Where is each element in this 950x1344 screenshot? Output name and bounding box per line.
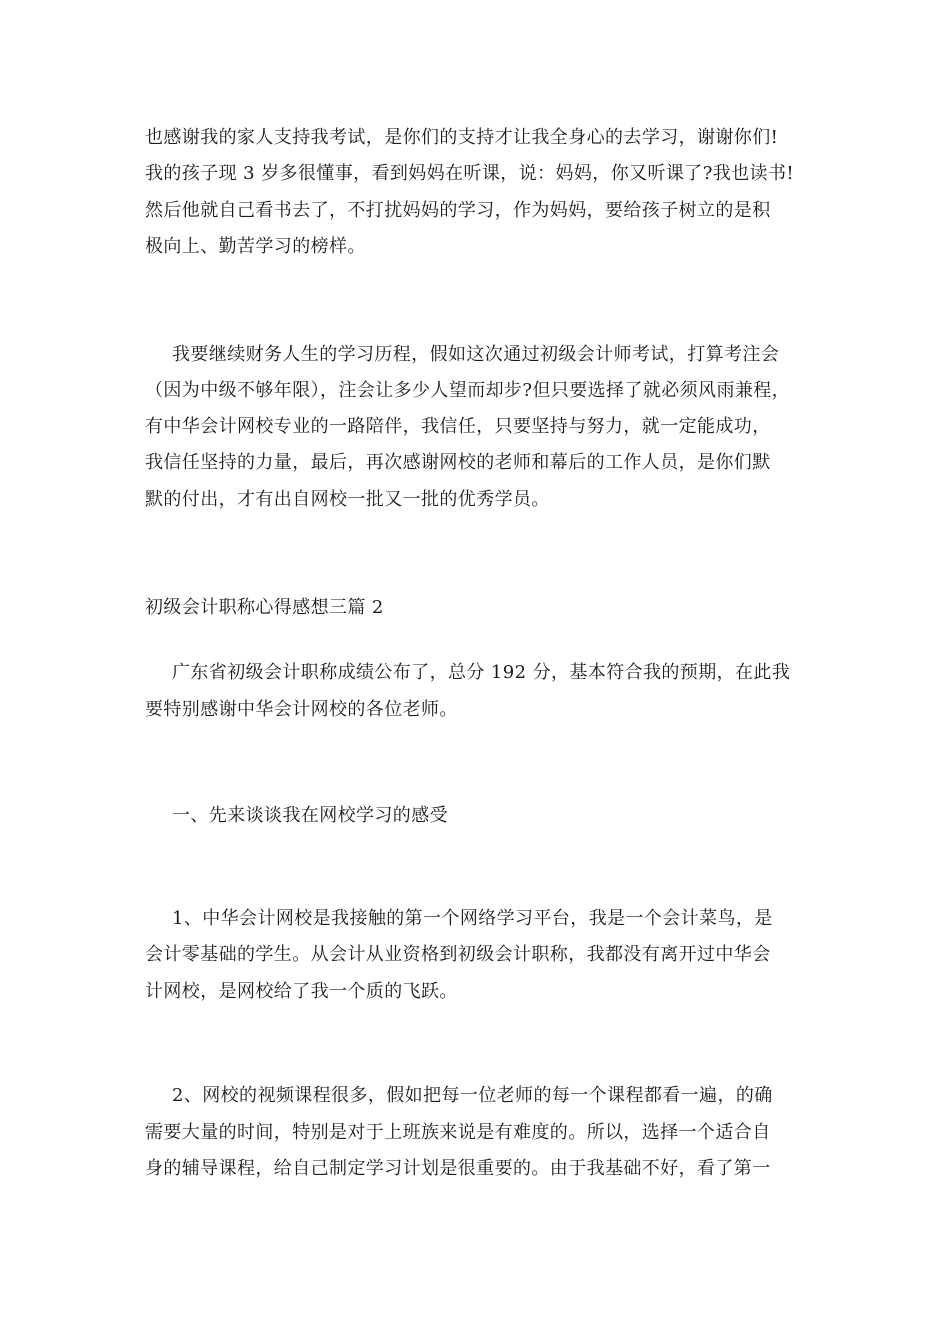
subsection-heading: 一、先来谈谈我在网校学习的感受 [172,805,448,826]
paragraph-line: 也感谢我的家人支持我考试，是你们的支持才让我全身心的去学习，谢谢你们! [145,127,779,148]
paragraph-line: 身的辅导课程，给自己制定学习计划是很重要的。由于我基础不好，看了第一 [145,1158,771,1179]
paragraph-line: 会计零基础的学生。从会计从业资格到初级会计职称，我都没有离开过中华会 [145,944,771,965]
paragraph-line: 需要大量的时间，特别是对于上班族来说是有难度的。所以，选择一个适合自 [145,1122,771,1143]
section-heading: 初级会计职称心得感想三篇 2 [145,597,384,618]
paragraph-line: 我要继续财务人生的学习历程，假如这次通过初级会计师考试，打算考注会 [172,344,780,365]
paragraph-line: 1、中华会计网校是我接触的第一个网络学习平台，我是一个会计菜鸟，是 [172,908,773,929]
paragraph-line: （因为中级不够年限），注会让多少人望而却步?但只要选择了就必须风雨兼程， [145,380,791,401]
paragraph-line: 计网校，是网校给了我一个质的飞跃。 [145,981,458,1002]
paragraph-line: 2、网校的视频课程很多，假如把每一位老师的每一个课程都看一遍，的确 [172,1085,773,1106]
paragraph-line: 然后他就自己看书去了，不打扰妈妈的学习，作为妈妈，要给孩子树立的是积 [145,200,771,221]
paragraph-line: 我信任坚持的力量，最后，再次感谢网校的老师和幕后的工作人员，是你们默 [145,452,771,473]
paragraph-line: 极向上、勤苦学习的榜样。 [145,236,366,257]
paragraph-line: 有中华会计网校专业的一路陪伴，我信任，只要坚持与努力，就一定能成功， [145,416,771,437]
paragraph-line: 广东省初级会计职称成绩公布了，总分 192 分，基本符合我的预期，在此我 [172,662,791,683]
paragraph-line: 默的付出，才有出自网校一批又一批的优秀学员。 [145,489,550,510]
paragraph-line: 我的孩子现 3 岁多很懂事，看到妈妈在听课，说：妈妈，你又听课了?我也读书! [145,163,794,184]
paragraph-line: 要特别感谢中华会计网校的各位老师。 [145,699,458,720]
